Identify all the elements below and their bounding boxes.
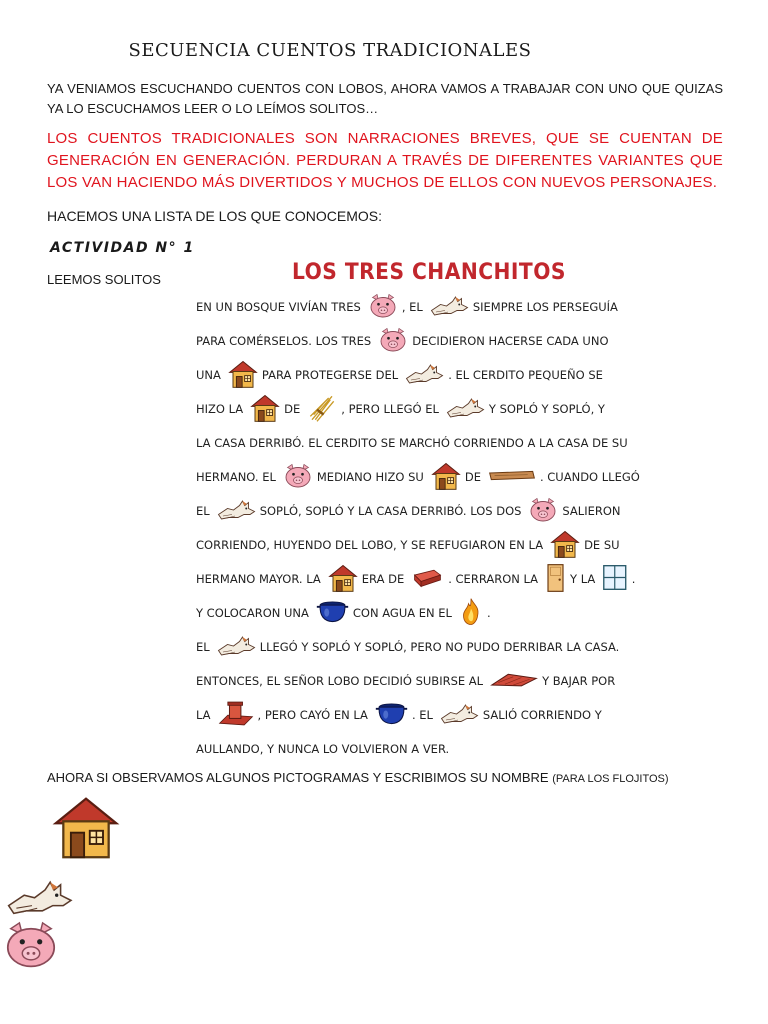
story-text: HIZO LA [196,402,244,416]
story-text: HERMANO. EL [196,470,276,484]
pot-icon [316,599,349,628]
door-icon [545,563,566,596]
house-icon [550,529,580,562]
story-text: LA CASA DERRIBÓ. EL CERDITO SE MARCHÓ CORRIENDO A LA CASA DE SU [196,436,628,450]
wolf-icon [217,498,256,525]
pictogram-instruction-text: AHORA SI OBSERVAMOS ALGUNOS PICTOGRAMAS Y ESCRIBIMOS SU NOMBRE [47,770,549,785]
pictogram-instruction-note: (PARA LOS FLOJITOS) [552,773,669,785]
story-text: DE [464,470,481,484]
house-icon [228,359,258,392]
story-text: . [486,606,491,620]
story-text: . EL [411,708,433,722]
house-icon [52,793,120,866]
pig-icon [378,327,408,356]
story-text: SALIÓ CORRIENDO Y [482,708,602,722]
story-text: Y COLOCARON UNA [196,606,309,620]
story-text: ERA DE [361,572,405,586]
chimney-icon [218,700,254,730]
definition-paragraph: LOS CUENTOS TRADICIONALES SON NARRACIONES BREVES, QUE SE CUENTAN DE GENERACIÓN EN GENERACIÓN. PERDURAN A TRAVÉS DE DIFERENTES VARIANTES QUE LOS VAN HACIENDO MÁS DIVERTIDOS Y MUCHOS DE ELLOS CON NUEVOS PERSONAJES. [47,130,723,191]
story-text: AULLANDO, Y NUNCA LO VOLVIERON A VER. [196,742,450,756]
story-text: DE SU [584,538,620,552]
story-line [196,698,626,732]
wolf-icon [440,702,479,729]
story-title: LOS TRES CHANCHITOS [292,260,566,285]
story-text: EL [196,504,210,518]
story-text: SOPLÓ, SOPLÓ Y LA CASA DERRIBÓ. LOS DOS [259,504,522,518]
straw-icon [307,393,337,426]
story-text: UNA [196,368,221,382]
story-text: Y LA [570,572,596,586]
story-text: , PERO CAYÓ EN LA [257,708,368,722]
window-icon [602,564,628,594]
story-text: . CERRARON LA [448,572,539,586]
story-text: PARA COMÉRSELOS. LOS TRES [196,334,372,348]
roof-icon [490,671,538,691]
story-text: HERMANO MAYOR. LA [196,572,321,586]
story-line [196,562,636,596]
brick-icon [411,567,444,591]
story-line [196,358,626,392]
story-text: LLEGÓ Y SOPLÓ Y SOPLÓ, PERO NO PUDO DERRIBAR LA CASA. [259,640,620,654]
story-text: LA [196,708,211,722]
house-icon [431,461,461,494]
story-line [196,460,640,494]
story-text: . CUANDO LLEGÓ [539,470,640,484]
wolf-icon [217,634,256,661]
story-text: CORRIENDO, HUYENDO DEL LOBO, Y SE REFUGIARON EN LA [196,538,544,552]
wolf-icon [446,396,485,423]
story-text: . EL CERDITO PEQUEÑO SE [448,368,603,382]
story-text: . [631,572,636,586]
story-text: EL [196,640,210,654]
story-text: Y BAJAR POR [542,674,616,688]
pig-icon [2,920,60,974]
house-icon [328,563,358,596]
list-instruction: HACEMOS UNA LISTA DE LOS QUE CONOCEMOS: [47,208,383,224]
story-line [196,528,626,562]
story-text: DE [284,402,301,416]
intro-paragraph: YA VENIAMOS ESCUCHANDO CUENTOS CON LOBOS, AHORA VAMOS A TRABAJAR CON UNO QUE QUIZAS YA LO ESCUCHAMOS LEER O LO LEÍMOS SOLITOS… [47,81,723,116]
story-line [196,630,626,664]
story-text: CON AGUA EN EL [352,606,452,620]
activity-heading: ACTIVIDAD N° 1 [50,240,195,256]
page-title: SECUENCIA CUENTOS TRADICIONALES [128,40,532,61]
story-line [196,732,626,766]
wood-icon [488,468,536,486]
fire-icon [459,597,483,630]
story-text: Y SOPLÓ Y SOPLÓ, Y [488,402,605,416]
wolf-icon [405,362,444,389]
pig-icon [368,293,398,322]
story-body [196,290,640,766]
story-text: DECIDIERON HACERSE CADA UNO [412,334,609,348]
story-text: ENTONCES, EL SEÑOR LOBO DECIDIÓ SUBIRSE AL [196,674,484,688]
story-line [196,290,626,324]
story-text: MEDIANO HIZO SU [316,470,424,484]
story-text: , EL [401,300,423,314]
house-icon [250,393,280,426]
wolf-icon [430,294,469,321]
story-text: , PERO LLEGÓ EL [341,402,439,416]
story-text: SALIERON [562,504,621,518]
story-line [196,494,626,528]
pig-icon [283,463,313,492]
story-line [196,426,626,460]
pictogram-instruction [47,770,669,785]
read-label: LEEMOS SOLITOS [47,272,161,287]
story-line [196,664,626,698]
pot-icon [375,701,408,730]
story-text: EN UN BOSQUE VIVÍAN TRES [196,300,361,314]
story-line [196,324,626,358]
story-line [196,596,626,630]
story-text: PARA PROTEGERSE DEL [261,368,399,382]
story-line [196,392,626,426]
pig-icon [528,497,558,526]
story-text: SIEMPRE LOS PERSEGUÍA [472,300,618,314]
wolf-icon [6,877,74,924]
